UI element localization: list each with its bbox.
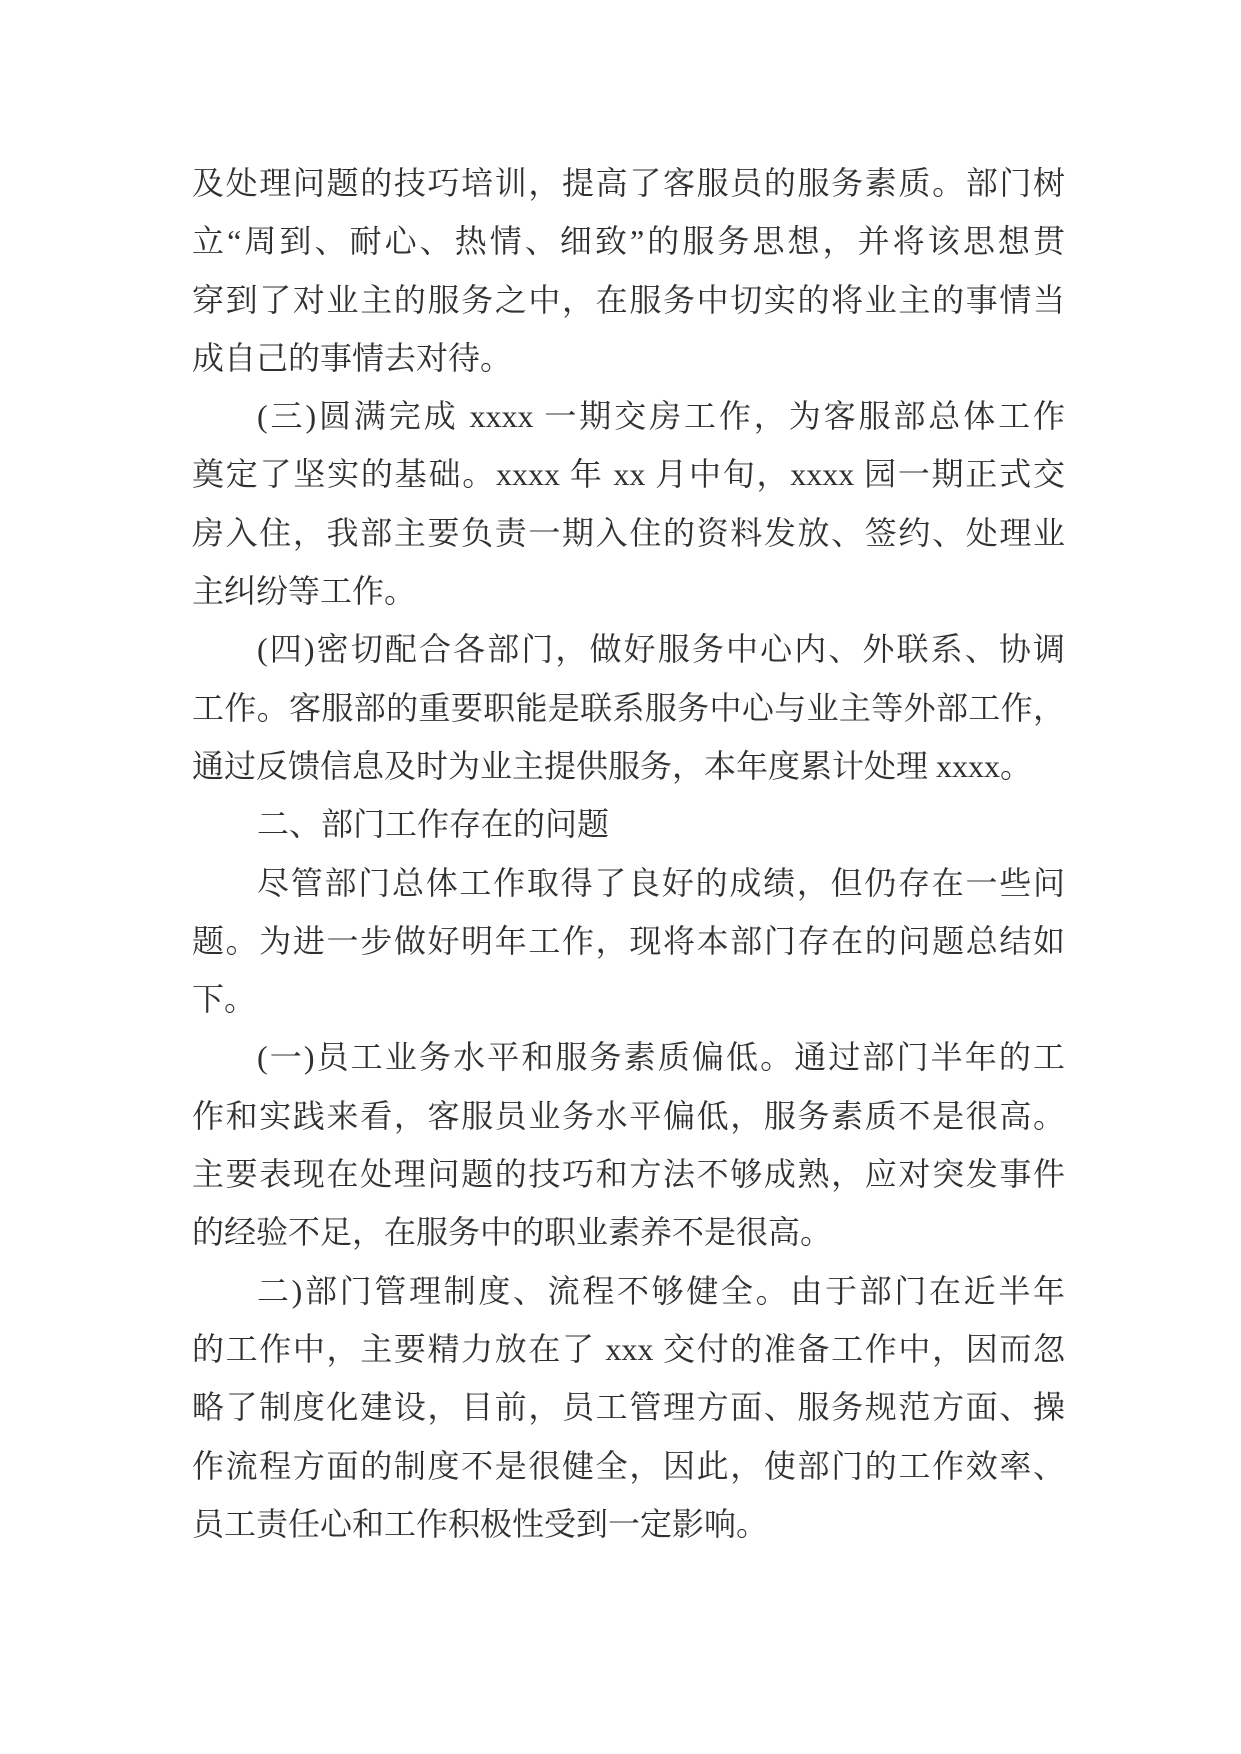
text-line: 主纠纷等工作。 (192, 573, 417, 610)
text-line: 作流程方面的制度不是很健全，因此，使部门的工作效率、 (192, 1447, 1065, 1484)
paragraph-intro-problems (192, 854, 1065, 1029)
text-line: 房入住，我部主要负责一期入住的资料发放、签约、处理业 (192, 514, 1065, 551)
text-line: 成自己的事情去对待。 (192, 339, 513, 376)
text-line: 奠定了坚实的基础。xxxx 年 xx 月中旬，xxxx 园一期正式交 (192, 456, 1065, 493)
text-line: 略了制度化建设，目前，员工管理方面、服务规范方面、操 (192, 1389, 1065, 1426)
text-line: 及处理问题的技巧培训，提高了客服员的服务素质。部门树 (192, 165, 1065, 201)
paragraph-problem-1 (192, 1028, 1065, 1261)
text-block (192, 154, 1065, 1553)
text-line: 作和实践来看，客服员业务水平偏低，服务素质不是很高。 (192, 1097, 1065, 1134)
paragraph-problem-2 (192, 1262, 1065, 1553)
text-line: 尽管部门总体工作取得了良好的成绩，但仍存在一些问 (257, 864, 1065, 901)
paragraph-continuation (192, 154, 1065, 387)
text-line: 下。 (192, 981, 257, 1018)
text-line: 二)部门管理制度、流程不够健全。由于部门在近半年 (257, 1272, 1065, 1309)
text-line: 穿到了对业主的服务之中，在服务中切实的将业主的事情当 (192, 281, 1065, 318)
section-heading-2 (192, 795, 1065, 853)
text-line: 通过反馈信息及时为业主提供服务，本年度累计处理 xxxx。 (192, 747, 1033, 784)
text-line: 主要表现在处理问题的技巧和方法不够成熟，应对突发事件 (192, 1156, 1065, 1193)
text-line: (三)圆满完成 xxxx 一期交房工作，为客服部总体工作 (257, 398, 1065, 435)
text-line: 员工责任心和工作积极性受到一定影响。 (192, 1505, 769, 1542)
text-line: 的工作中，主要精力放在了 xxx 交付的准备工作中，因而忽 (192, 1330, 1065, 1367)
text-line: (四)密切配合各部门，做好服务中心内、外联系、协调 (257, 631, 1065, 668)
section-heading-line: 二、部门工作存在的问题 (257, 806, 610, 843)
text-line: 的经验不足，在服务中的职业素养不是很高。 (192, 1214, 833, 1251)
text-line: (一)员工业务水平和服务素质偏低。通过部门半年的工 (257, 1039, 1065, 1076)
text-line: 立“周到、耐心、热情、细致”的服务思想，并将该思想贯 (192, 223, 1065, 260)
paragraph-item-3 (192, 387, 1065, 620)
paragraph-item-4 (192, 620, 1065, 795)
text-line: 工作。客服部的重要职能是联系服务中心与业主等外部工作， (192, 689, 1065, 726)
text-line: 题。为进一步做好明年工作，现将本部门存在的问题总结如 (192, 922, 1065, 959)
